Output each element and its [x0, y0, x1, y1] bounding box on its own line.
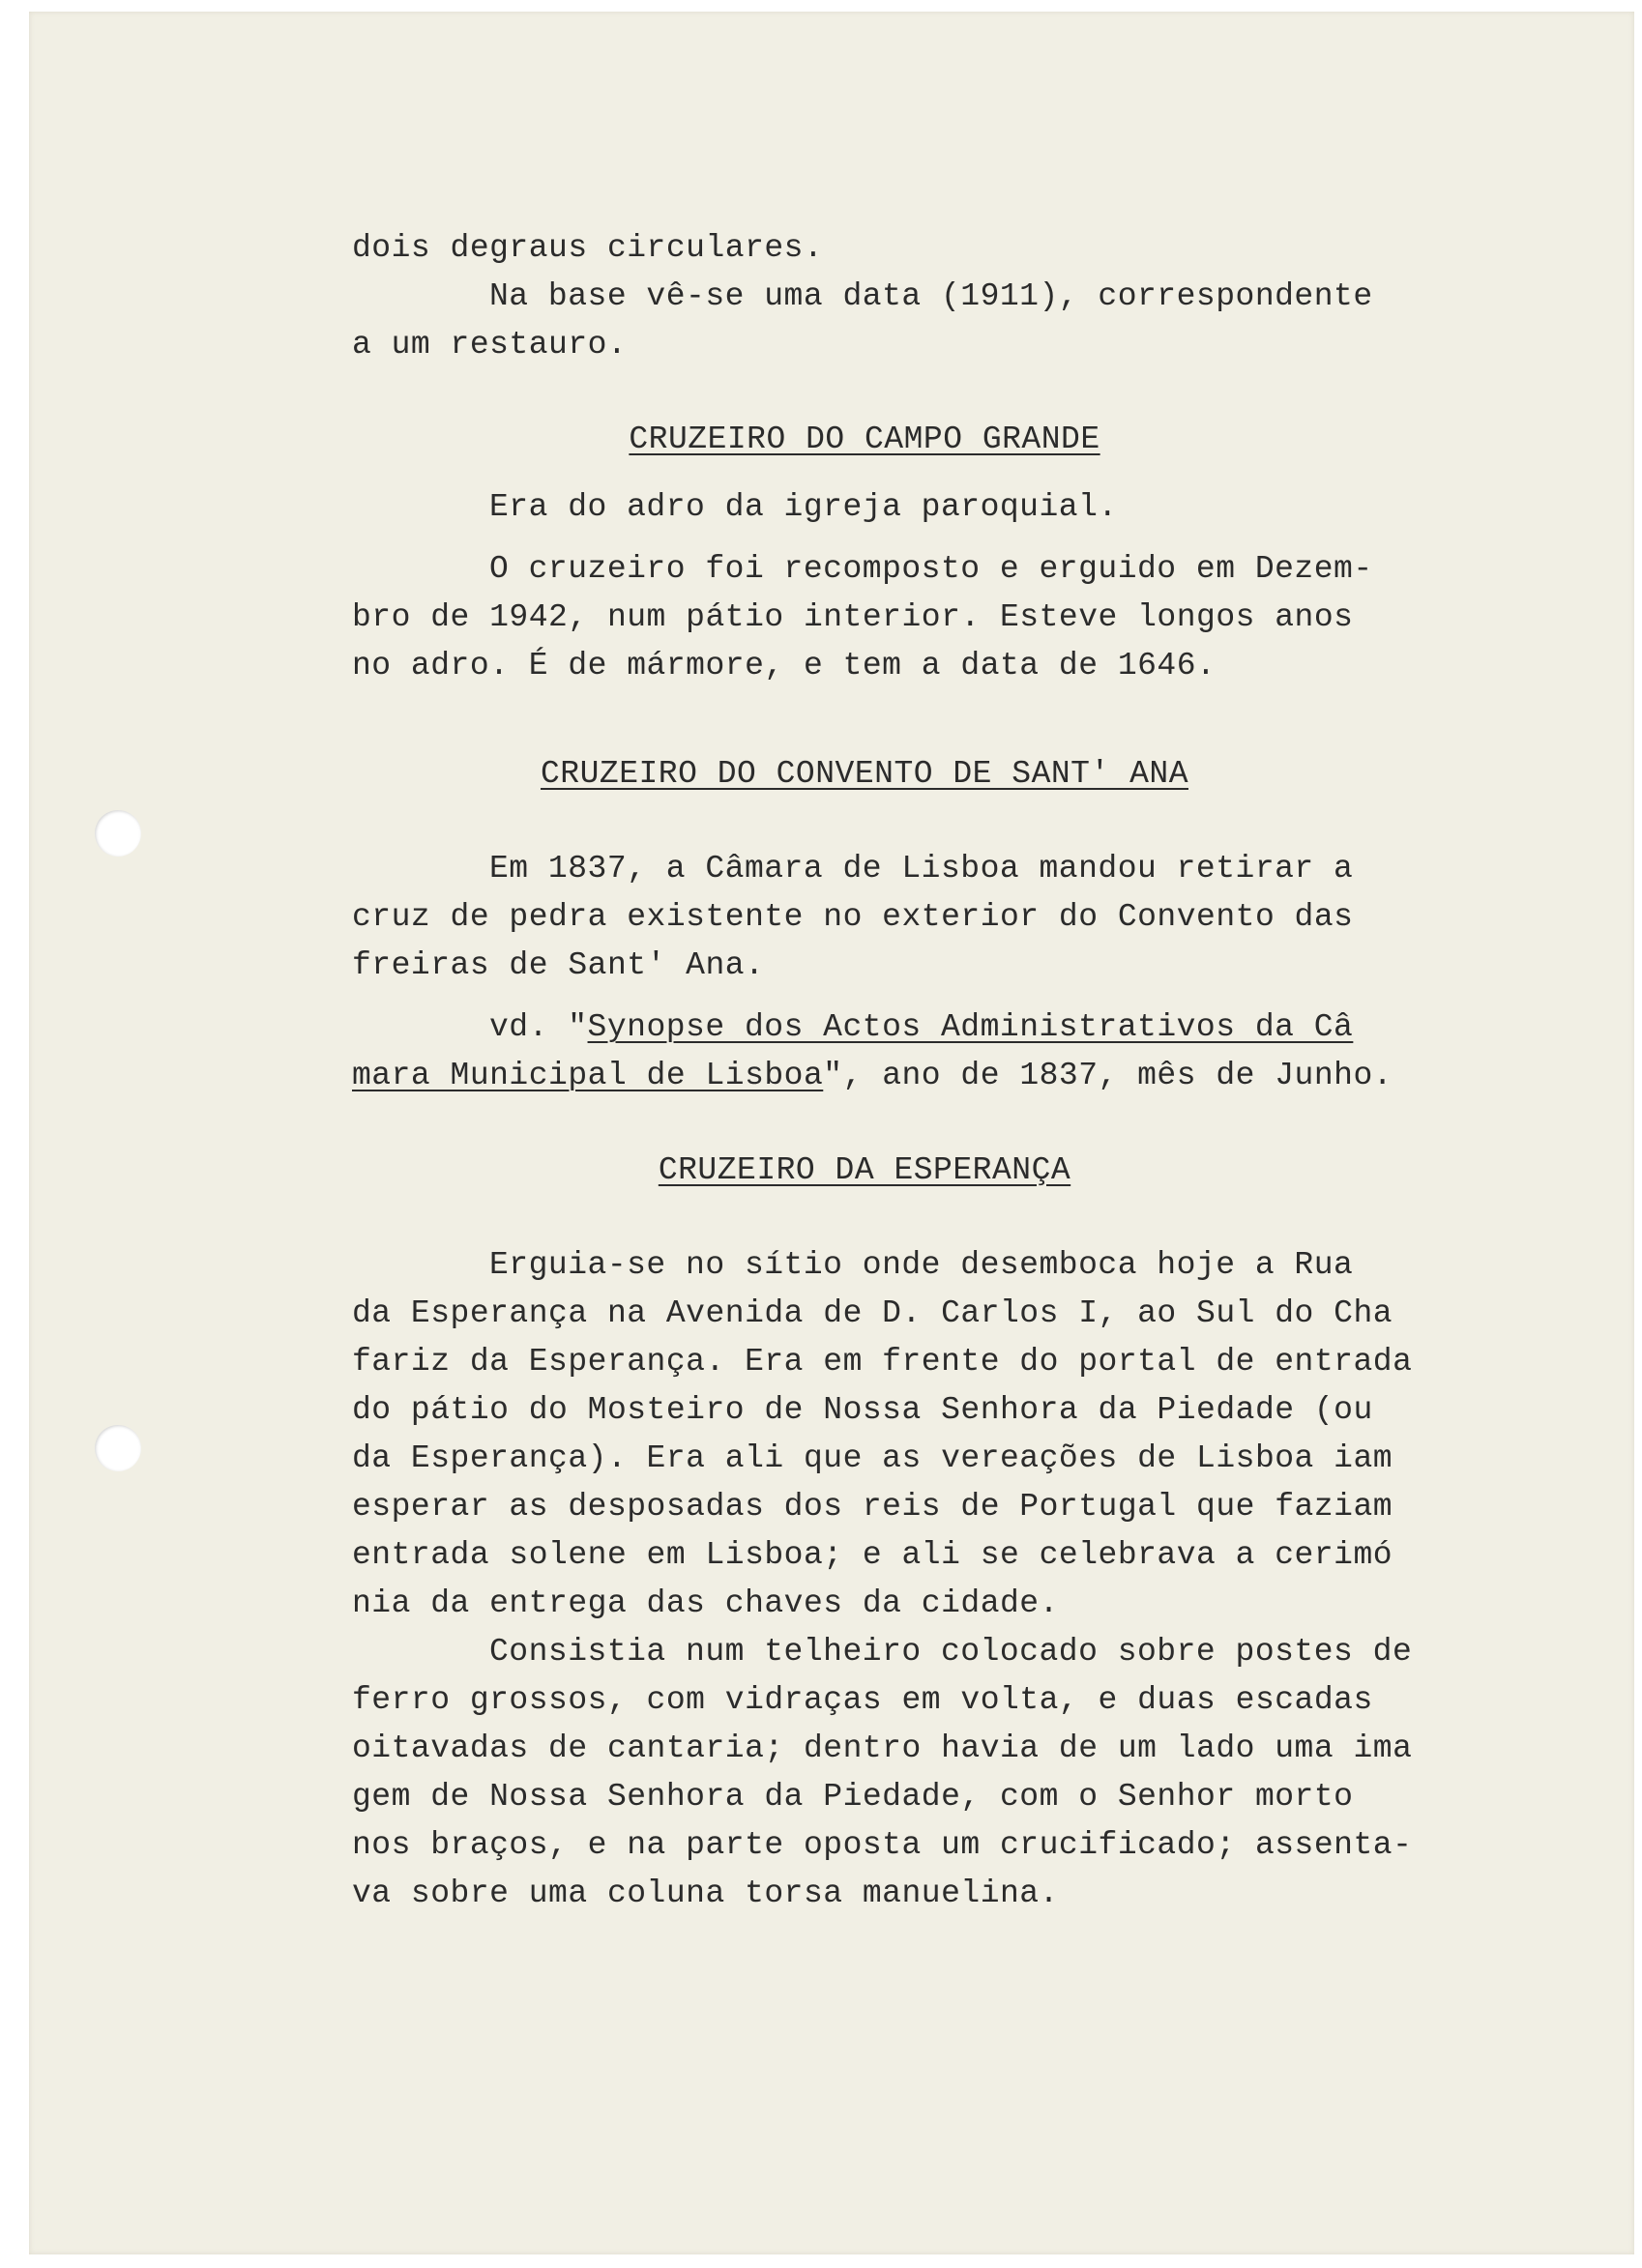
text-line: oitavadas de cantaria; dentro havia de um lado uma ima: [352, 1730, 1413, 1766]
section-heading-text: CRUZEIRO DO CONVENTO DE SANT' ANA: [540, 756, 1188, 792]
text-line: va sobre uma coluna torsa manuelina.: [352, 1875, 1059, 1911]
citation-prefix: vd. ": [489, 1009, 588, 1045]
text-line: freiras de Sant' Ana.: [352, 947, 765, 983]
text-line: da Esperança). Era ali que as vereações de Lisboa iam: [352, 1440, 1393, 1476]
text-line: nia da entrega das chaves da cidade.: [352, 1585, 1059, 1621]
text-line: bro de 1942, num pátio interior. Esteve longos anos: [352, 599, 1354, 635]
text-line: ferro grossos, com vidraças em volta, e duas escadas: [352, 1682, 1373, 1718]
section-heading: [352, 1147, 1377, 1195]
citation-line: [352, 1003, 1425, 1052]
text-line: do pátio do Mosteiro de Nossa Senhora da Piedade (ou: [352, 1392, 1373, 1428]
text-line: entrada solene em Lisboa; e ali se celebrava a cerimó: [352, 1537, 1393, 1573]
section-heading: [352, 750, 1377, 799]
text-line: a um restauro.: [352, 327, 628, 363]
text-line: nos braços, e na parte oposta um crucificado; assenta-: [352, 1827, 1413, 1863]
text-line: Consistia num telheiro colocado sobre postes de: [489, 1634, 1413, 1670]
text-line: esperar as desposadas dos reis de Portugal que faziam: [352, 1489, 1393, 1525]
text-line: fariz da Esperança. Era em frente do portal de entrada: [352, 1344, 1413, 1380]
text-line: Na base vê-se uma data (1911), correspondente: [489, 278, 1373, 314]
section-heading: [352, 416, 1377, 464]
text-line: Erguia-se no sítio onde desemboca hoje a Rua: [489, 1247, 1354, 1283]
text-line: O cruzeiro foi recomposto e erguido em Dezem-: [489, 551, 1373, 587]
text-line: da Esperança na Avenida de D. Carlos I, ao Sul do Cha: [352, 1295, 1393, 1331]
section-heading-text: CRUZEIRO DA ESPERANÇA: [658, 1152, 1071, 1188]
citation-line: [352, 1052, 1425, 1100]
cited-title: Synopse dos Actos Administrativos da Câ: [587, 1009, 1354, 1045]
text-line: Era do adro da igreja paroquial.: [489, 489, 1118, 525]
citation-suffix: ", ano de 1837, mês de Junho.: [823, 1058, 1393, 1093]
text-line: dois degraus circulares.: [352, 230, 824, 266]
document-body: [352, 224, 1425, 1918]
text-line: cruz de pedra existente no exterior do Convento das: [352, 899, 1354, 935]
text-line: gem de Nossa Senhora da Piedade, com o Senhor morto: [352, 1779, 1354, 1815]
text-line: no adro. É de mármore, e tem a data de 1646.: [352, 648, 1217, 683]
section-heading-text: CRUZEIRO DO CAMPO GRANDE: [629, 422, 1100, 457]
punch-hole-top: [95, 810, 141, 857]
punch-hole-bottom: [95, 1425, 141, 1471]
text-line: Em 1837, a Câmara de Lisboa mandou retirar a: [489, 851, 1354, 887]
cited-title: mara Municipal de Lisboa: [352, 1058, 824, 1093]
